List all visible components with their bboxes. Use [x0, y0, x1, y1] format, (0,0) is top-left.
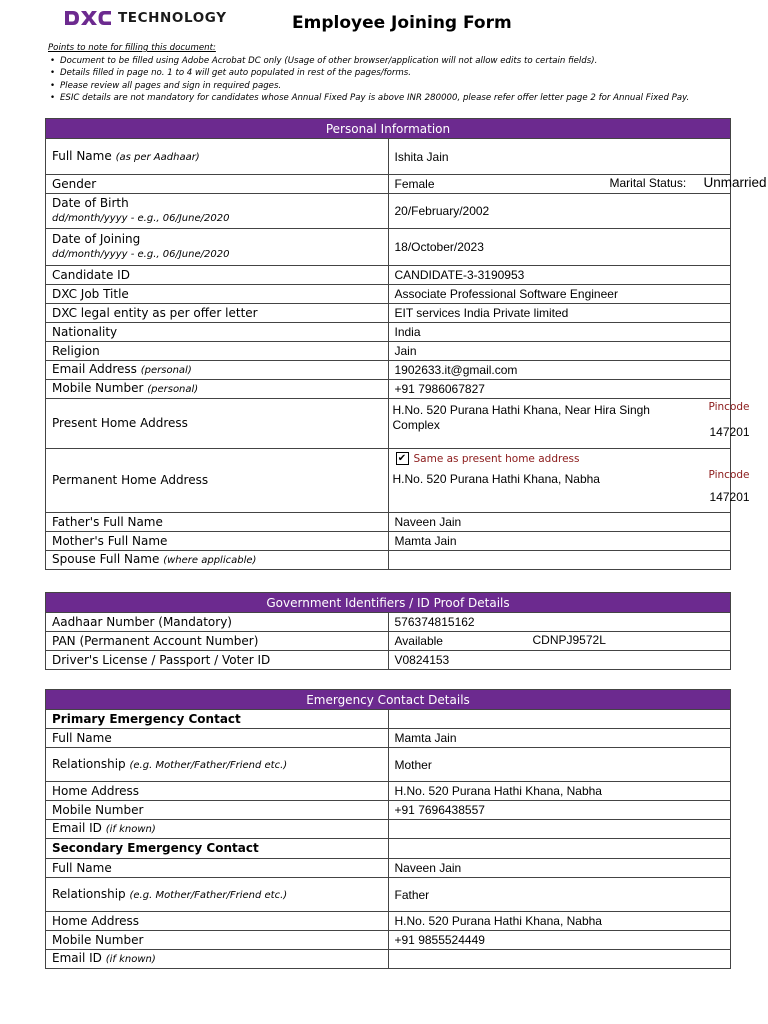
primary-home-address-field[interactable]: H.No. 520 Purana Hathi Khana, Nabha [388, 782, 731, 801]
present-pincode-label: Pincode [708, 401, 750, 413]
empty-cell [388, 710, 731, 729]
table-row [46, 859, 731, 878]
same-as-present-row [396, 451, 580, 465]
legal-entity-field[interactable]: EIT services India Private limited [388, 304, 731, 323]
government-identifiers-table [45, 592, 731, 670]
note-item: • Details filled in page no. 1 to 4 will get auto populated in rest of the pages/forms. [48, 67, 748, 80]
email-label: Email Address (personal) [46, 361, 389, 380]
personal-information-table [45, 118, 767, 570]
secondary-relationship-field[interactable]: Father [388, 878, 731, 912]
emergency-contact-table [45, 689, 731, 969]
table-row [46, 651, 731, 670]
dob-field[interactable]: 20/February/2002 [388, 194, 731, 229]
candidate-id-field[interactable]: CANDIDATE-3-3190953 [388, 266, 731, 285]
table-row [46, 229, 731, 266]
candidate-id-label: Candidate ID [46, 266, 389, 285]
secondary-home-address-label: Home Address [46, 912, 389, 931]
doj-label: Date of Joining dd/month/yyyy - e.g., 06/June/2020 [46, 229, 389, 266]
primary-full-name-label: Full Name [46, 729, 389, 748]
page-header [0, 0, 768, 42]
secondary-full-name-field[interactable]: Naveen Jain [388, 859, 731, 878]
primary-full-name-field[interactable]: Mamta Jain [388, 729, 731, 748]
table-row [46, 449, 731, 513]
permanent-pincode-field[interactable]: 147201 [709, 490, 750, 504]
table-row [46, 931, 731, 950]
email-field[interactable]: 1902633.it@gmail.com [388, 361, 731, 380]
religion-field[interactable]: Jain [388, 342, 731, 361]
secondary-relationship-label: Relationship (e.g. Mother/Father/Friend etc.) [46, 878, 389, 912]
present-address-label: Present Home Address [46, 399, 389, 449]
table-row [46, 532, 731, 551]
table-row [46, 304, 731, 323]
religion-label: Religion [46, 342, 389, 361]
table-row [46, 912, 731, 931]
aadhaar-field[interactable]: 576374815162 [388, 613, 731, 632]
marital-status-field[interactable]: Unmarried [703, 175, 767, 190]
pan-label: PAN (Permanent Account Number) [46, 632, 389, 651]
table-row [46, 801, 731, 820]
primary-home-address-label: Home Address [46, 782, 389, 801]
present-address-field[interactable]: H.No. 520 Purana Hathi Khana, Near Hira Singh Complex [392, 403, 650, 432]
table-row [46, 950, 731, 969]
doj-field[interactable]: 18/October/2023 [388, 229, 731, 266]
secondary-contact-heading: Secondary Emergency Contact [46, 839, 389, 859]
primary-email-label: Email ID (if known) [46, 820, 389, 839]
dob-label: Date of Birth dd/month/yyyy - e.g., 06/June/2020 [46, 194, 389, 229]
table-row [46, 323, 731, 342]
mother-name-field[interactable]: Mamta Jain [388, 532, 731, 551]
table-row [46, 839, 731, 859]
page-title: Employee Joining Form [292, 13, 512, 33]
pan-number-field[interactable]: CDNPJ9572L [532, 633, 606, 647]
notes-section [48, 42, 748, 105]
notes-heading: Points to note for filling this document: [48, 43, 216, 53]
gender-row-cell [388, 175, 767, 194]
spouse-name-label: Spouse Full Name (where applicable) [46, 551, 389, 570]
legal-entity-label: DXC legal entity as per offer letter [46, 304, 389, 323]
secondary-email-label: Email ID (if known) [46, 950, 389, 969]
table-row [46, 551, 731, 570]
table-row [46, 748, 731, 782]
permanent-address-cell [388, 449, 750, 513]
table-row [46, 710, 731, 729]
table-row [46, 513, 731, 532]
primary-relationship-label: Relationship (e.g. Mother/Father/Friend etc.) [46, 748, 389, 782]
spouse-name-field[interactable] [388, 551, 731, 570]
marital-status-label: Marital Status: [609, 176, 687, 190]
full-name-label: Full Name (as per Aadhaar) [46, 139, 389, 175]
job-title-field[interactable]: Associate Professional Software Engineer [388, 285, 731, 304]
secondary-email-field[interactable] [388, 950, 731, 969]
license-label: Driver's License / Passport / Voter ID [46, 651, 389, 670]
company-logo [64, 9, 227, 27]
full-name-field[interactable]: Ishita Jain [388, 139, 731, 175]
gender-label: Gender [46, 175, 389, 194]
gender-field[interactable]: Female [394, 177, 435, 191]
permanent-pincode-label: Pincode [708, 469, 750, 481]
nationality-field[interactable]: India [388, 323, 731, 342]
table-row [46, 139, 731, 175]
secondary-home-address-field[interactable]: H.No. 520 Purana Hathi Khana, Nabha [388, 912, 731, 931]
table-row [46, 820, 731, 839]
mobile-label: Mobile Number (personal) [46, 380, 389, 399]
pan-status-field[interactable]: Available [394, 634, 443, 648]
table-row [46, 729, 731, 748]
table-row [46, 194, 731, 229]
present-address-cell [388, 399, 750, 449]
dxc-logo-icon [64, 9, 112, 27]
permanent-address-field[interactable]: H.No. 520 Purana Hathi Khana, Nabha [392, 472, 600, 486]
primary-relationship-field[interactable]: Mother [388, 748, 731, 782]
table-row [46, 342, 731, 361]
nationality-label: Nationality [46, 323, 389, 342]
table-row [46, 380, 731, 399]
primary-mobile-label: Mobile Number [46, 801, 389, 820]
secondary-mobile-field[interactable]: +91 9855524449 [388, 931, 731, 950]
table-row [46, 613, 731, 632]
permanent-address-label: Permanent Home Address [46, 449, 389, 513]
table-row [46, 361, 731, 380]
secondary-full-name-label: Full Name [46, 859, 389, 878]
note-item: • ESIC details are not mandatory for candidates whose Annual Fixed Pay is above INR 280000, please refer offer letter page 2 for Annual Fixed Pay. [48, 92, 748, 105]
empty-cell [388, 839, 731, 859]
job-title-label: DXC Job Title [46, 285, 389, 304]
table-row [46, 266, 731, 285]
mobile-field[interactable]: +91 7986067827 [388, 380, 731, 399]
mother-name-label: Mother's Full Name [46, 532, 389, 551]
note-item: • Document to be filled using Adobe Acrobat DC only (Usage of other browser/application will not allow edits to certain fields). [48, 55, 748, 68]
present-pincode-field[interactable]: 147201 [709, 425, 750, 439]
secondary-mobile-label: Mobile Number [46, 931, 389, 950]
table-row [46, 285, 731, 304]
license-field[interactable]: V0824153 [388, 651, 731, 670]
notes-list [48, 55, 748, 105]
personal-information-header: Personal Information [46, 119, 731, 139]
government-identifiers-header: Government Identifiers / ID Proof Details [46, 593, 731, 613]
same-as-present-checkbox[interactable]: ✔ [396, 452, 409, 465]
aadhaar-label: Aadhaar Number (Mandatory) [46, 613, 389, 632]
primary-contact-heading: Primary Emergency Contact [46, 710, 389, 729]
father-name-label: Father's Full Name [46, 513, 389, 532]
table-row [46, 399, 731, 449]
emergency-contact-header: Emergency Contact Details [46, 690, 731, 710]
table-row [46, 878, 731, 912]
note-item: • Please review all pages and sign in required pages. [48, 80, 748, 93]
table-row [46, 175, 731, 194]
same-as-present-label: Same as present home address [413, 453, 580, 465]
logo-text: TECHNOLOGY [118, 10, 227, 26]
father-name-field[interactable]: Naveen Jain [388, 513, 731, 532]
primary-mobile-field[interactable]: +91 7696438557 [388, 801, 731, 820]
table-row [46, 632, 731, 651]
pan-cell [388, 632, 731, 651]
table-row [46, 782, 731, 801]
primary-email-field[interactable] [388, 820, 731, 839]
